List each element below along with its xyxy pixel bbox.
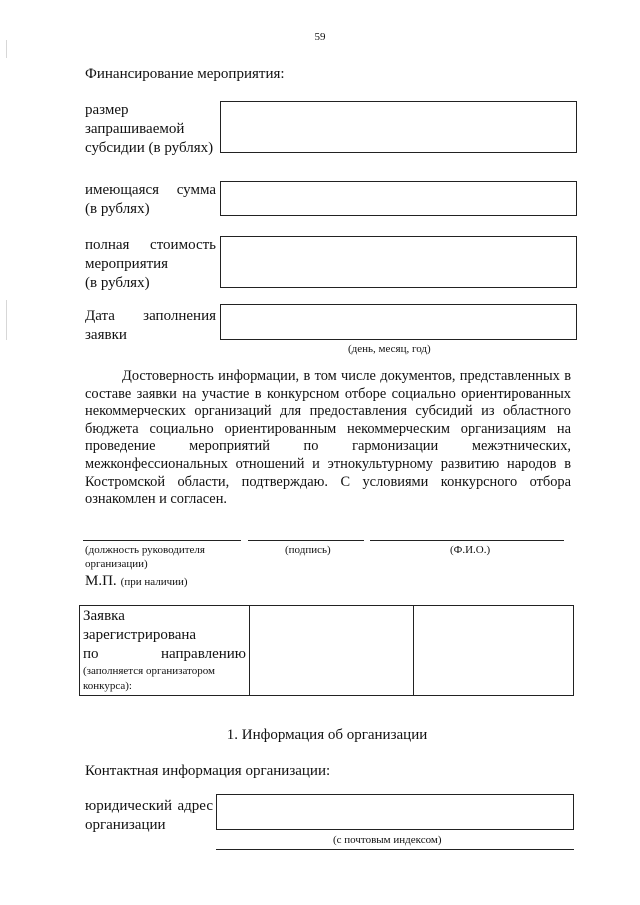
financing-heading: Финансирование мероприятия: xyxy=(85,66,285,82)
registration-label-cell xyxy=(80,606,250,696)
fill-date-hint: (день, месяц, год) xyxy=(348,343,431,355)
legal-address-field[interactable] xyxy=(216,794,574,830)
requested-subsidy-field[interactable] xyxy=(220,101,577,153)
label-line: размер xyxy=(85,102,129,118)
label-line: по направлению xyxy=(83,646,246,662)
stamp-note: (при наличии) xyxy=(120,576,188,588)
label-line: запрашиваемой xyxy=(85,121,185,137)
label-line: Дата заполнения xyxy=(85,308,216,324)
registration-note: (заполняется организатором конкурса): xyxy=(83,665,215,692)
total-cost-label xyxy=(85,236,216,293)
registration-number-cell[interactable] xyxy=(250,606,414,696)
label-line: субсидии (в рублях) xyxy=(85,140,214,156)
label-line: организации xyxy=(85,817,166,833)
scan-edge-mark xyxy=(6,300,7,340)
fill-date-field[interactable] xyxy=(220,304,577,340)
signature-line xyxy=(248,540,364,541)
label-line: (в рублях) xyxy=(85,201,150,217)
stamp-label: М.П. xyxy=(85,573,117,589)
address-continuation-line xyxy=(216,849,574,850)
label-line: Заявка xyxy=(83,608,125,624)
label-line: полная стоимость xyxy=(85,237,216,253)
available-amount-label xyxy=(85,181,216,219)
postal-code-hint: (с почтовым индексом) xyxy=(333,834,442,846)
certification-statement: Достоверность информации, в том числе документов, представленных в составе заявки на участие в конкурсном отборе социально ориентированных некоммерческих организаций для предоставления субсидий из областного бюджета социально ориентированным некоммерческим организациям на проведение мероприятий по гармонизации межэтнических, межконфессиональных отношений и этнокультурному развитию народов в Костромской области, подтверждаю. С условиями конкурсного отбора ознакомлен и согласен. xyxy=(85,368,571,508)
fill-date-label xyxy=(85,307,216,345)
signature-caption: (подпись) xyxy=(285,544,331,556)
label-line: заявки xyxy=(85,327,127,343)
position-signature-line xyxy=(83,540,241,541)
contact-heading: Контактная информация организации: xyxy=(85,763,331,779)
label-line: зарегистрирована xyxy=(83,627,197,643)
name-caption: (Ф.И.О.) xyxy=(450,544,491,556)
legal-address-label xyxy=(85,797,213,835)
requested-subsidy-label xyxy=(85,101,220,158)
page-number: 59 xyxy=(314,31,326,43)
position-caption: (должность руководителя организации) xyxy=(85,544,205,570)
scan-edge-mark xyxy=(6,40,7,58)
label-line: мероприятия xyxy=(85,256,169,272)
stamp-placeholder xyxy=(85,572,188,591)
total-cost-field[interactable] xyxy=(220,236,577,288)
registration-direction-cell[interactable] xyxy=(414,606,574,696)
label-line: имеющаяся сумма xyxy=(85,182,216,198)
available-amount-field[interactable] xyxy=(220,181,577,216)
label-line: юридический адрес xyxy=(85,798,213,814)
section-title: 1. Информация об организации xyxy=(226,727,428,743)
label-line: (в рублях) xyxy=(85,275,150,291)
registration-table xyxy=(79,605,574,696)
name-signature-line xyxy=(370,540,564,541)
